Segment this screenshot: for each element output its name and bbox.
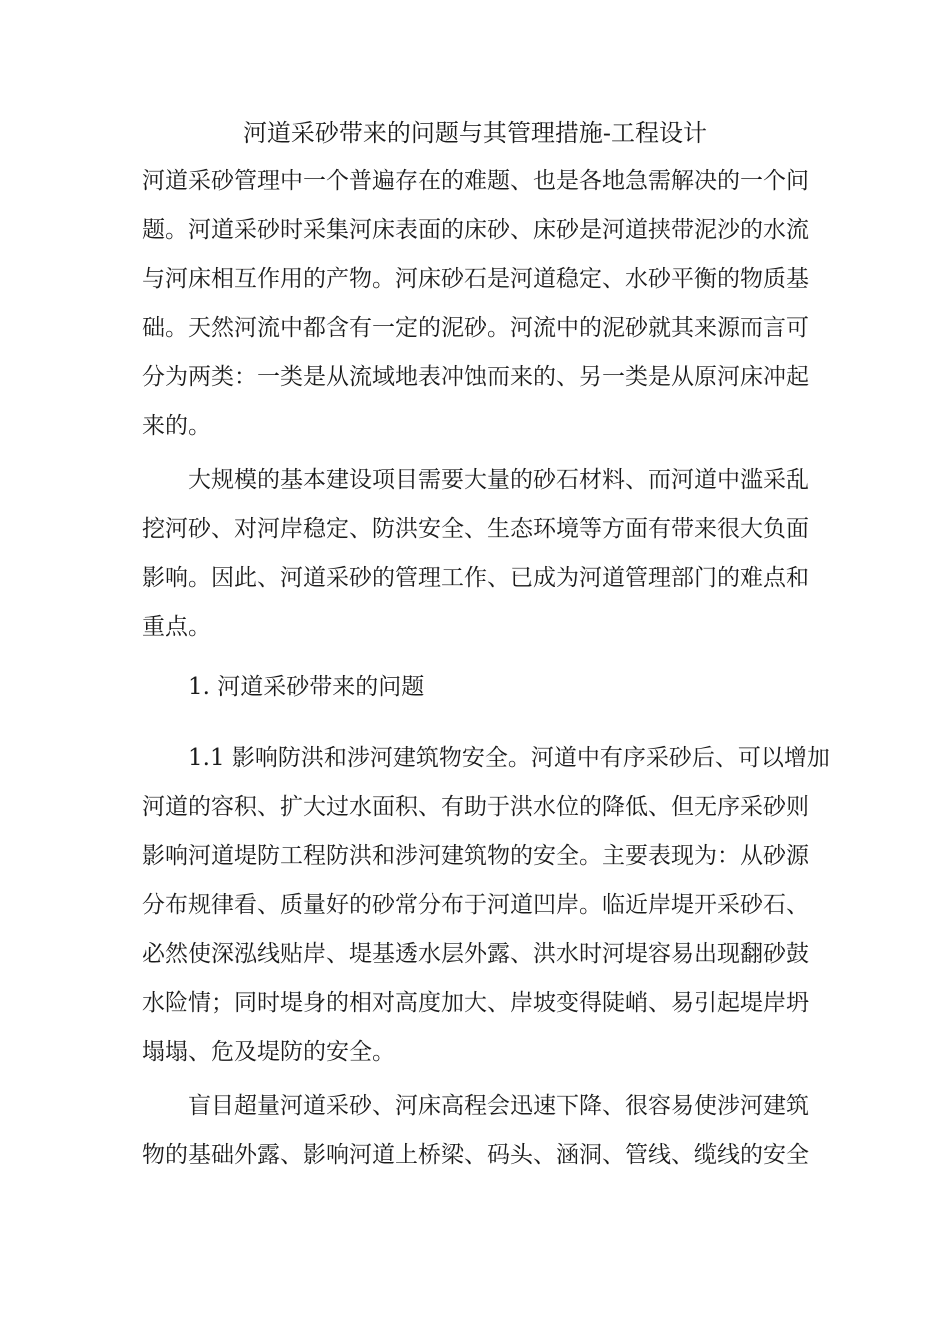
paragraph-1-line-3: 与河床相互作用的产物。河床砂石是河道稳定、水砂平衡的物质基 [142,266,809,292]
document-title: 河道采砂带来的问题与其管理措施-工程设计 [242,119,708,147]
paragraph-2-line-4: 重点。 [142,614,211,640]
paragraph-3-line-5: 必然使深泓线贴岸、堤基透水层外露、洪水时河堤容易出现翻砂鼓 [142,941,809,967]
paragraph-4-line-1: 盲目超量河道采砂、河床高程会迅速下降、很容易使涉河建筑 [188,1093,809,1119]
paragraph-3-line-6: 水险情；同时堤身的相对高度加大、岸坡变得陡峭、易引起堤岸坍 [142,990,809,1016]
paragraph-1-line-2: 题。河道采砂时采集河床表面的床砂、床砂是河道挟带泥沙的水流 [142,217,809,243]
paragraph-1-line-6: 来的。 [142,413,211,439]
paragraph-3-line-2: 河道的容积、扩大过水面积、有助于洪水位的降低、但无序采砂则 [142,794,809,820]
paragraph-2-line-3: 影响。因此、河道采砂的管理工作、已成为河道管理部门的难点和 [142,565,809,591]
paragraph-1-line-5: 分为两类：一类是从流域地表冲蚀而来的、另一类是从原河床冲起 [142,364,809,390]
paragraph-3-line-1: 1.1 影响防洪和涉河建筑物安全。河道中有序采砂后、可以增加 [188,745,830,771]
paragraph-4-line-2: 物的基础外露、影响河道上桥梁、码头、涵洞、管线、缆线的安全 [142,1142,809,1168]
section-heading-1: 1. 河道采砂带来的问题 [188,674,425,700]
paragraph-2-line-1: 大规模的基本建设项目需要大量的砂石材料、而河道中滥采乱 [188,467,809,493]
paragraph-3-line-3: 影响河道堤防工程防洪和涉河建筑物的安全。主要表现为：从砂源 [142,843,809,869]
paragraph-3-line-7: 塌塌、危及堤防的安全。 [142,1039,395,1065]
paragraph-2-line-2: 挖河砂、对河岸稳定、防洪安全、生态环境等方面有带来很大负面 [142,516,809,542]
paragraph-1-line-1: 河道采砂管理中一个普遍存在的难题、也是各地急需解决的一个问 [142,168,809,194]
paragraph-3-line-4: 分布规律看、质量好的砂常分布于河道凹岸。临近岸堤开采砂石、 [142,892,809,918]
paragraph-1-line-4: 础。天然河流中都含有一定的泥砂。河流中的泥砂就其来源而言可 [142,315,809,341]
